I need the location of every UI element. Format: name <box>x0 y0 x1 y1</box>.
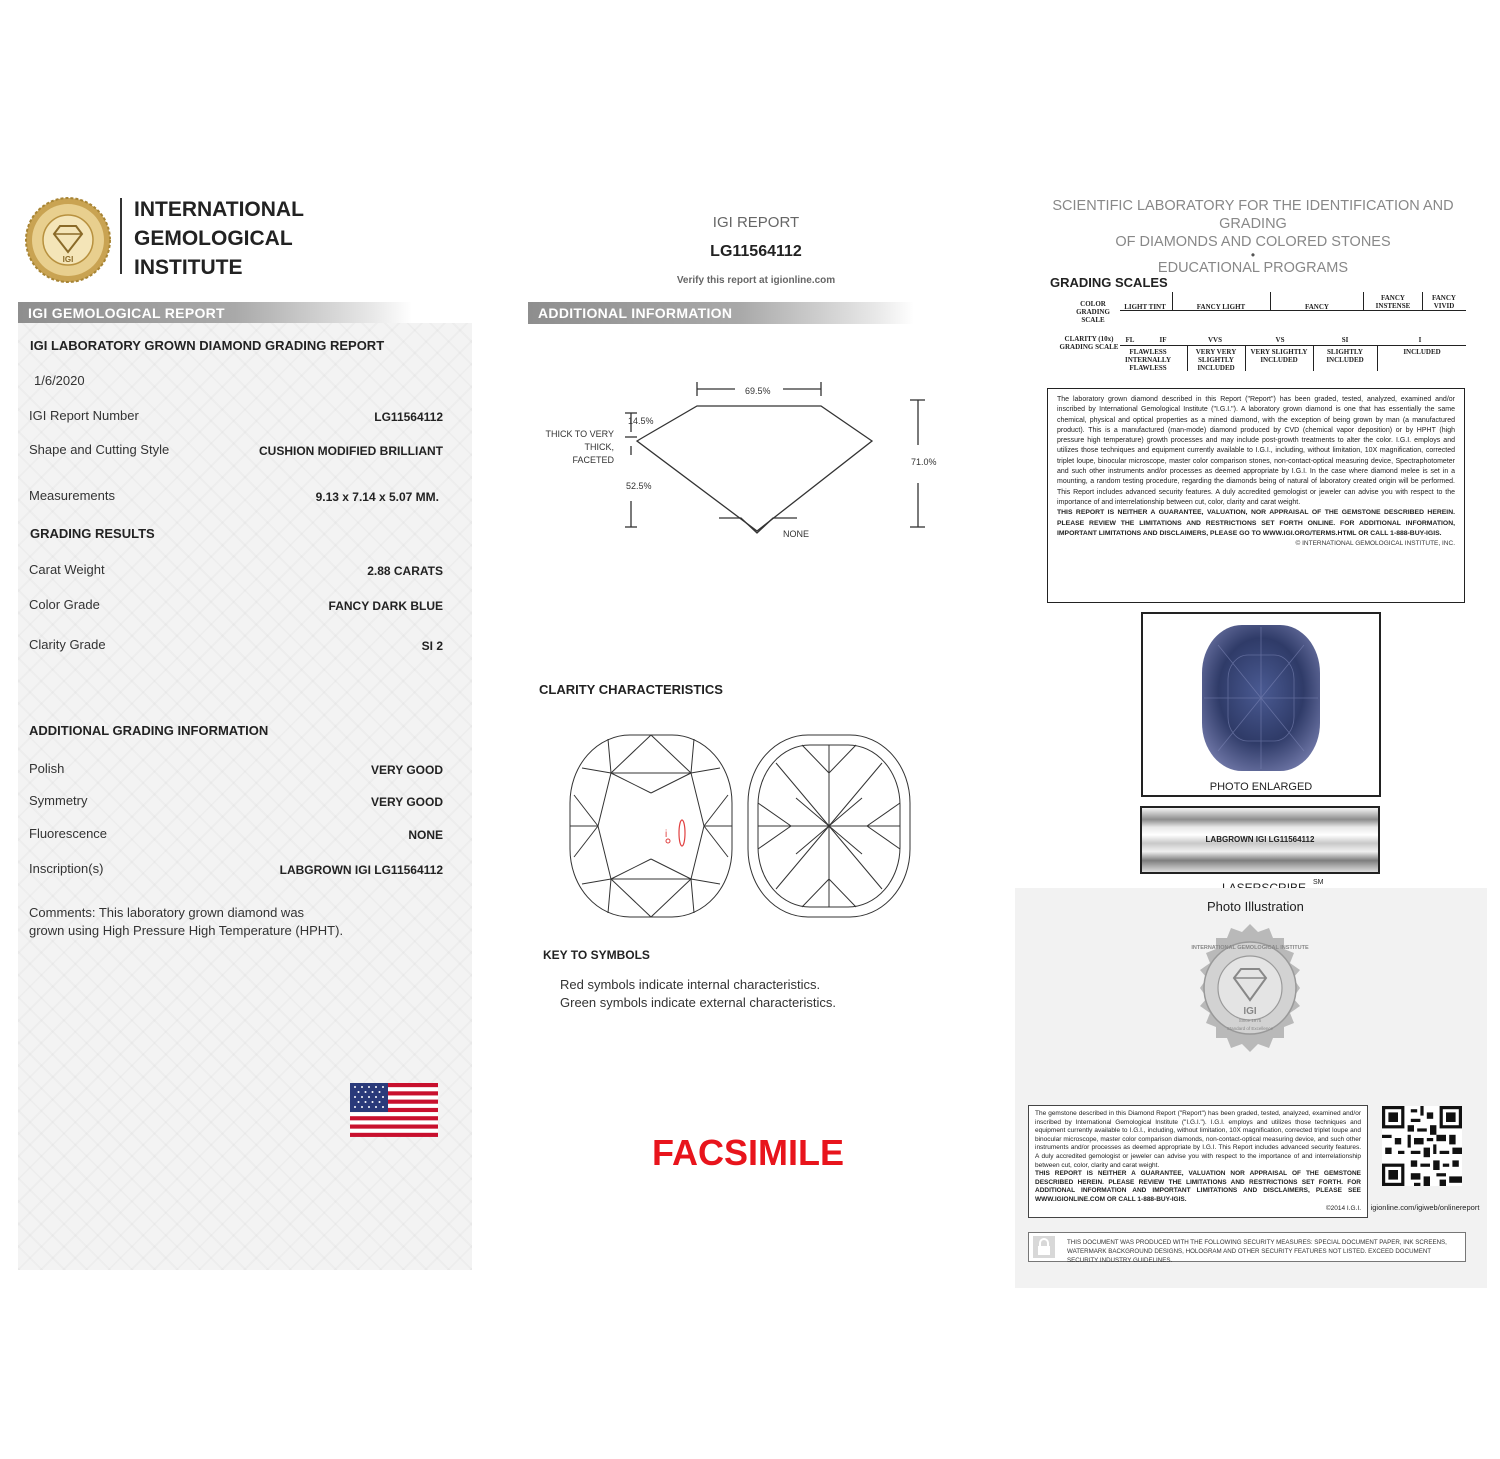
clarity-name-vvs: VERY VERY SLIGHTLY INCLUDED <box>1195 348 1237 372</box>
comments-text <box>29 904 343 940</box>
igi-report-label: IGI REPORT <box>712 214 800 231</box>
clarity-code-si: SI <box>1341 336 1349 344</box>
brand-name <box>134 195 304 282</box>
us-flag-icon <box>350 1083 438 1137</box>
pavilion-percent: 52.5% <box>626 481 652 491</box>
copyright-2: ©2014 I.G.I. <box>1325 1204 1361 1212</box>
color-label: Color Grade <box>29 597 100 612</box>
color-scale-label: COLOR GRADING SCALE <box>1076 300 1110 324</box>
qr-url[interactable]: igionline.com/igiweb/onlinereport <box>1370 1203 1480 1212</box>
brand-line-3: INSTITUTE <box>134 256 243 279</box>
facsimile-stamp: FACSIMILE <box>651 1132 844 1173</box>
lab-header-line-1: SCIENTIFIC LABORATORY FOR THE IDENTIFICATION AND GRADING <box>1052 198 1454 232</box>
key-to-symbols-title: KEY TO SYMBOLS <box>543 948 650 962</box>
lab-header <box>1020 197 1486 277</box>
inscription-value: LABGROWN IGI LG11564112 <box>279 863 443 877</box>
color-scale-tick <box>1422 292 1423 310</box>
clarity-name-si: SLIGHTLY INCLUDED <box>1326 348 1364 364</box>
crown-percent: 14.5% <box>628 416 654 426</box>
girdle-text <box>534 428 614 467</box>
clarity-code-if: IF <box>1159 336 1167 344</box>
girdle-line-2: THICK, <box>584 442 614 452</box>
color-scale-fancy: FANCY <box>1305 303 1329 311</box>
copyright-1: © INTERNATIONAL GEMOLOGICAL INSTITUTE, INC. <box>1295 540 1455 548</box>
report-title: IGI LABORATORY GROWN DIAMOND GRADING REPORT <box>30 338 385 353</box>
bottom-disclaimer-text: The gemstone described in this Diamond Report ("Report") has been graded, tested, analyzed, examined and/or inscribed by International Gemological Institute ("I.G.I."). I.G.I. employs and utilizes those techniques and equipment currently available to I.G.I., including, without limitation, 10X magnification, corrected triplet loupe and binocular microscope, master color comparison diamonds, non-contact-optical measuring device, and such other instruments and/or processes as deemed appropriate by I.G.I. This Report includes advanced security features. A duly accredited gemologist or jeweler can advise you with respect to the importance of and interrelationship between cut, color, clarity and carat weight. <box>1035 1110 1361 1169</box>
color-scale-light-tint: LIGHT TINT <box>1124 303 1166 311</box>
lab-header-bullet: • <box>1250 248 1256 262</box>
clarity-code-vs: VS <box>1275 336 1285 344</box>
clarity-label: Clarity Grade <box>29 637 106 652</box>
grading-scales-title: GRADING SCALES <box>1050 275 1168 290</box>
igi-silver-seal <box>1184 922 1316 1054</box>
lab-header-line-2: OF DIAMONDS AND COLORED STONES <box>1115 234 1391 250</box>
color-scale-fancy-vivid: FANCY VIVID <box>1432 294 1456 310</box>
inscription-label: Inscription(s) <box>29 861 104 876</box>
lab-header-line-3: EDUCATIONAL PROGRAMS <box>1157 260 1349 276</box>
color-scale-fancy-intense: FANCY INSTENSE <box>1375 294 1411 310</box>
key-line-2: Green symbols indicate external characteristics. <box>560 995 837 1010</box>
middle-band-title: ADDITIONAL INFORMATION <box>528 302 914 324</box>
clarity-scale-line <box>1120 345 1466 346</box>
photo-caption: PHOTO ENLARGED <box>1209 781 1313 793</box>
igi-gold-seal <box>24 196 112 284</box>
clarity-plot-crown <box>568 733 734 919</box>
disclaimer-text: The laboratory grown diamond described in this Report ("Report") has been graded, tested, analyzed, examined and/or inscribed by International Gemological Institute ("I.G.I."). A laboratory grown diamond is one that has essentially the same chemical, physical and optical properties as a mined diamond, with the exception of being grown by man (a manufactured product). This is a manufactured (man-mode) diamond produced by CVD (chemical vapor deposition) or by HPHT (high pressure high temperature) growth processes and may include post-growth treatments to alter the color. I.G.I. employs and utilizes those techniques and equipment currently available to I.G.I., including, without limitation, 10X magnification, corrected triplet loupe, binocular microscope, master color comparison stones, non-contact-optical measuring device, Spectraphotometer and such other instruments and/or processes as deemed appropriate by I.G.I. In the case where diamond melee is set in a mounting, a random testing procedure, regarding the diamonds being of natural of laboratory created origin will be performed. This Report includes advanced security features. A duly accredited gemologist or jeweler can advise you with respect to the importance of and interrelationship between cut, color, clarity and carat weight. <box>1057 396 1455 506</box>
clarity-code-i: I <box>1418 336 1422 344</box>
color-scale-fancy-light: FANCY LIGHT <box>1196 303 1246 311</box>
clarity-scale-tick <box>1313 345 1314 371</box>
brand-line-1: INTERNATIONAL <box>134 198 304 221</box>
report-number-value: LG11564112 <box>374 410 443 424</box>
additional-info-title: ADDITIONAL GRADING INFORMATION <box>29 723 269 738</box>
qr-code-icon[interactable] <box>1382 1106 1462 1186</box>
laserscribe-sm: SM <box>1313 879 1324 886</box>
measurements-value: 9.13 x 7.14 x 5.07 MM. <box>315 490 439 504</box>
stone-photo <box>1200 623 1322 773</box>
bottom-disclaimer-bold: THIS REPORT IS NEITHER A GUARANTEE, VALUATION NOR APPRAISAL OF THE GEMSTONE DESCRIBED HEREIN. PLEASE REVIEW THE LIMITATIONS AND RESTRICTIONS SET FORTH. FOR ADDITIONAL INFORMATION AND IMPORTANT LIMITATIONS AND DISCLAIMERS, PLEASE SEE WWW.IGIONLINE.COM OR CALL 1-888-BUY-IGIS. <box>1035 1170 1361 1203</box>
security-text: THIS DOCUMENT WAS PRODUCED WITH THE FOLLOWING SECURITY MEASURES: SPECIAL DOCUMENT PAPER, INK SCREENS, WATERMARK BACKGROUND DESIGNS, HOLOGRAM AND OTHER SECURITY FEATURES NOT LISTED. EXCEED DOCUMENT SECURITY INDUSTRY GUIDELINES. <box>1067 1239 1447 1264</box>
grading-results-title: GRADING RESULTS <box>30 526 155 541</box>
shape-value: CUSHION MODIFIED BRILLIANT <box>259 444 443 458</box>
depth-percent: 71.0% <box>911 457 937 467</box>
report-number-label: IGI Report Number <box>29 408 139 423</box>
svg-text:IGI: IGI <box>62 255 74 264</box>
security-strip <box>1028 1232 1466 1262</box>
disclaimer-bold-text: THIS REPORT IS NEITHER A GUARANTEE, VALUATION, NOR APPRAISAL OF THE GEMSTONE DESCRIBED HEREIN. PLEASE REVIEW THE LIMITATIONS AND RESTRICTIONS SET FORTH ONLINE. FOR ADDITIONAL INFORMATION, IMPORTANT LIMITATIONS AND DISCLAIMERS, PLEASE GO TO WWW.IGI.ORG/TERMS.HTML OR CALL 1-888-BUY-IGIS. <box>1057 509 1455 537</box>
girdle-line-3: FACETED <box>572 455 614 465</box>
laserscribe-image <box>1140 806 1380 874</box>
clarity-scale-tick <box>1187 345 1188 371</box>
photo-illustration: Photo Illustration <box>1207 899 1304 914</box>
color-value: FANCY DARK BLUE <box>328 599 443 613</box>
carat-label: Carat Weight <box>29 562 105 577</box>
comments-line-1: Comments: This laboratory grown diamond was <box>29 905 305 920</box>
clarity-scale-tick <box>1377 345 1378 371</box>
key-text <box>560 976 836 1012</box>
clarity-characteristics-title: CLARITY CHARACTERISTICS <box>539 682 723 697</box>
fluorescence-value: NONE <box>408 828 443 842</box>
symmetry-value: VERY GOOD <box>370 795 443 809</box>
svg-text:i: i <box>665 829 668 840</box>
clarity-code-vvs: VVS <box>1207 336 1222 344</box>
polish-value: VERY GOOD <box>370 763 443 777</box>
clarity-code-fl: FL <box>1125 336 1135 344</box>
bottom-disclaimer-box <box>1028 1105 1368 1218</box>
clarity-value: SI 2 <box>421 639 443 653</box>
seal-igi-text: IGI <box>1243 1006 1257 1017</box>
seal-name-text: INTERNATIONAL GEMOLOGICAL INSTITUTE <box>1191 945 1309 951</box>
clarity-scale-tick <box>1245 345 1246 371</box>
report-date: 1/6/2020 <box>34 373 85 388</box>
brand-line-2: GEMOLOGICAL <box>134 227 293 250</box>
comments-line-2: grown using High Pressure High Temperature (HPHT). <box>29 923 344 938</box>
disclaimer-box <box>1047 388 1465 603</box>
brand-divider <box>120 198 122 274</box>
polish-label: Polish <box>29 761 65 776</box>
culet-text: NONE <box>783 529 810 539</box>
clarity-plot-pavilion <box>746 733 912 919</box>
clarity-name-i: INCLUDED <box>1403 348 1441 356</box>
color-scale-tick <box>1270 292 1271 310</box>
color-scale-tick <box>1172 292 1173 310</box>
clarity-name-vs: VERY SLIGHTLY INCLUDED <box>1250 348 1308 364</box>
key-line-1: Red symbols indicate internal characteristics. <box>560 977 821 992</box>
measurements-label: Measurements <box>29 488 115 503</box>
girdle-line-1: THICK TO VERY <box>545 429 614 439</box>
color-scale-tick <box>1363 292 1364 310</box>
stone-photo-frame <box>1141 612 1381 797</box>
symmetry-label: Symmetry <box>29 793 88 808</box>
clarity-name-fl-if: FLAWLESS INTERNALLY FLAWLESS <box>1124 348 1172 372</box>
laser-text: LABGROWN IGI LG11564112 <box>1205 835 1315 844</box>
seal-standard-text: Standard of Excellence <box>1226 1026 1274 1031</box>
carat-value: 2.88 CARATS <box>367 564 443 578</box>
verify-text[interactable]: Verify this report at igionline.com <box>676 275 836 286</box>
left-band-title: IGI GEMOLOGICAL REPORT <box>18 302 412 324</box>
lock-icon <box>1033 1236 1055 1258</box>
clarity-scale-label: CLARITY (10x) GRADING SCALE <box>1059 335 1119 351</box>
seal-since-text: Since 1975 <box>1238 1018 1262 1023</box>
igi-report-number: LG11564112 <box>710 243 802 260</box>
shape-label: Shape and Cutting Style <box>29 442 170 457</box>
fluorescence-label: Fluorescence <box>29 826 108 841</box>
table-percent: 69.5% <box>745 386 771 396</box>
